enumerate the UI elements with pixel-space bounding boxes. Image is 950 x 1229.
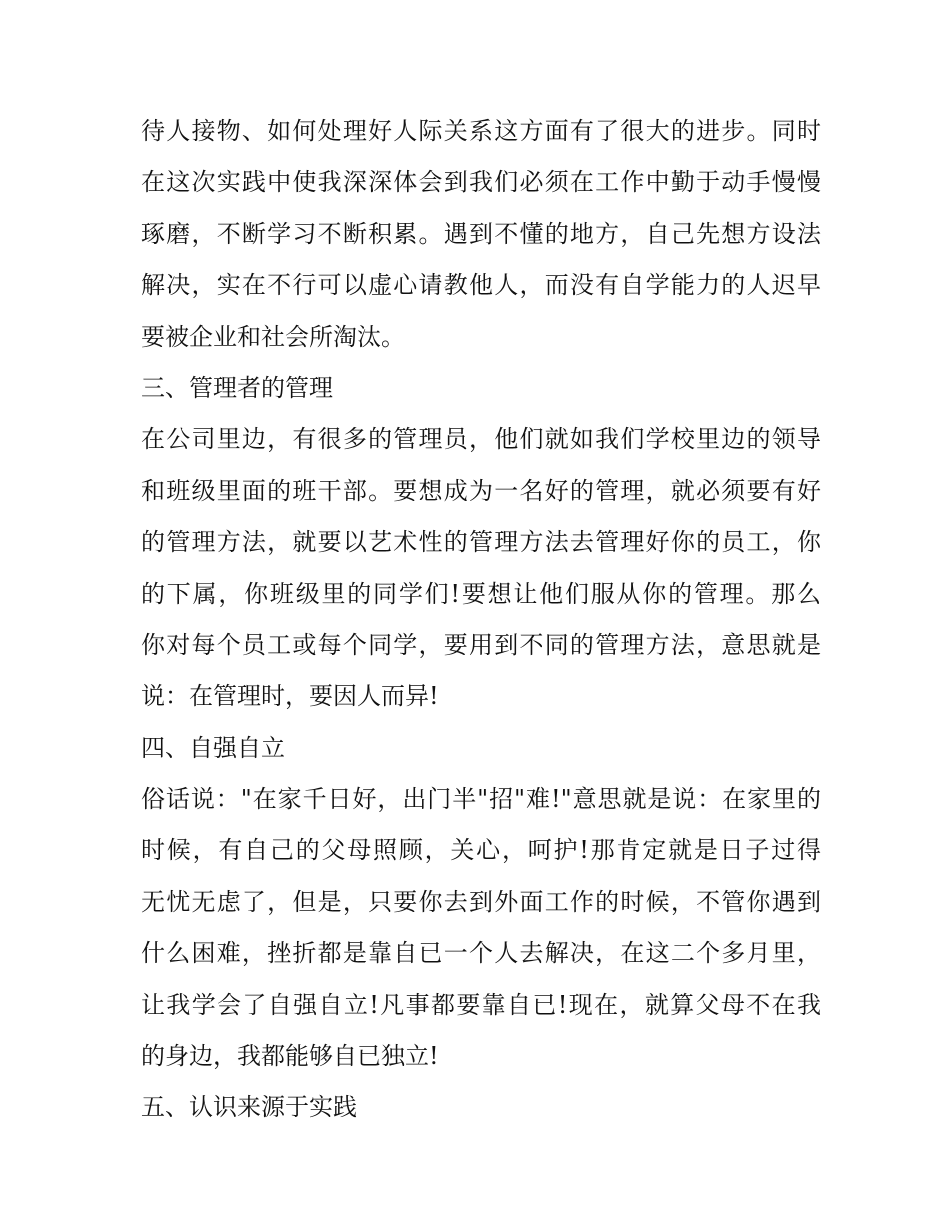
section-heading: 五、认识来源于实践 xyxy=(141,1093,357,1122)
paragraph-line: 在这次实践中使我深深体会到我们必须在工作中勤于动手慢慢 xyxy=(141,168,821,197)
paragraph-line: 时候，有自己的父母照顾，关心，呵护!那肯定就是日子过得 xyxy=(141,836,821,865)
paragraph-line: 俗话说："在家千日好，出门半"招"难!"意思就是说：在家里的 xyxy=(141,785,821,814)
paragraph-line: 解决，实在不行可以虚心请教他人，而没有自学能力的人迟早 xyxy=(141,271,821,300)
paragraph-line: 琢磨，不断学习不断积累。遇到不懂的地方，自己先想方设法 xyxy=(141,219,821,248)
paragraph-line: 无忧无虑了，但是，只要你去到外面工作的时候，不管你遇到 xyxy=(141,887,821,916)
paragraph-line: 的管理方法，就要以艺术性的管理方法去管理好你的员工，你 xyxy=(141,528,821,557)
section-heading: 三、管理者的管理 xyxy=(141,373,333,402)
section-heading: 四、自强自立 xyxy=(141,733,285,762)
paragraph-line: 说：在管理时，要因人而异! xyxy=(141,682,439,711)
paragraph-line: 你对每个员工或每个同学，要用到不同的管理方法，意思就是 xyxy=(141,630,821,659)
paragraph-line: 和班级里面的班干部。要想成为一名好的管理，就必须要有好 xyxy=(141,476,821,505)
paragraph-line: 待人接物、如何处理好人际关系这方面有了很大的进步。同时 xyxy=(141,117,821,145)
paragraph-line: 的下属，你班级里的同学们!要想让他们服从你的管理。那么 xyxy=(141,579,821,608)
paragraph-line: 的身边，我都能够自已独立! xyxy=(141,1042,439,1071)
paragraph-line: 让我学会了自强自立!凡事都要靠自已!现在，就算父母不在我 xyxy=(141,990,821,1019)
document-body-text xyxy=(141,106,821,1134)
paragraph-line: 什么困难，挫折都是靠自已一个人去解决，在这二个多月里， xyxy=(141,939,821,968)
paragraph-line: 要被企业和社会所淘汰。 xyxy=(141,322,405,351)
paragraph-line: 在公司里边，有很多的管理员，他们就如我们学校里边的领导 xyxy=(141,425,821,454)
